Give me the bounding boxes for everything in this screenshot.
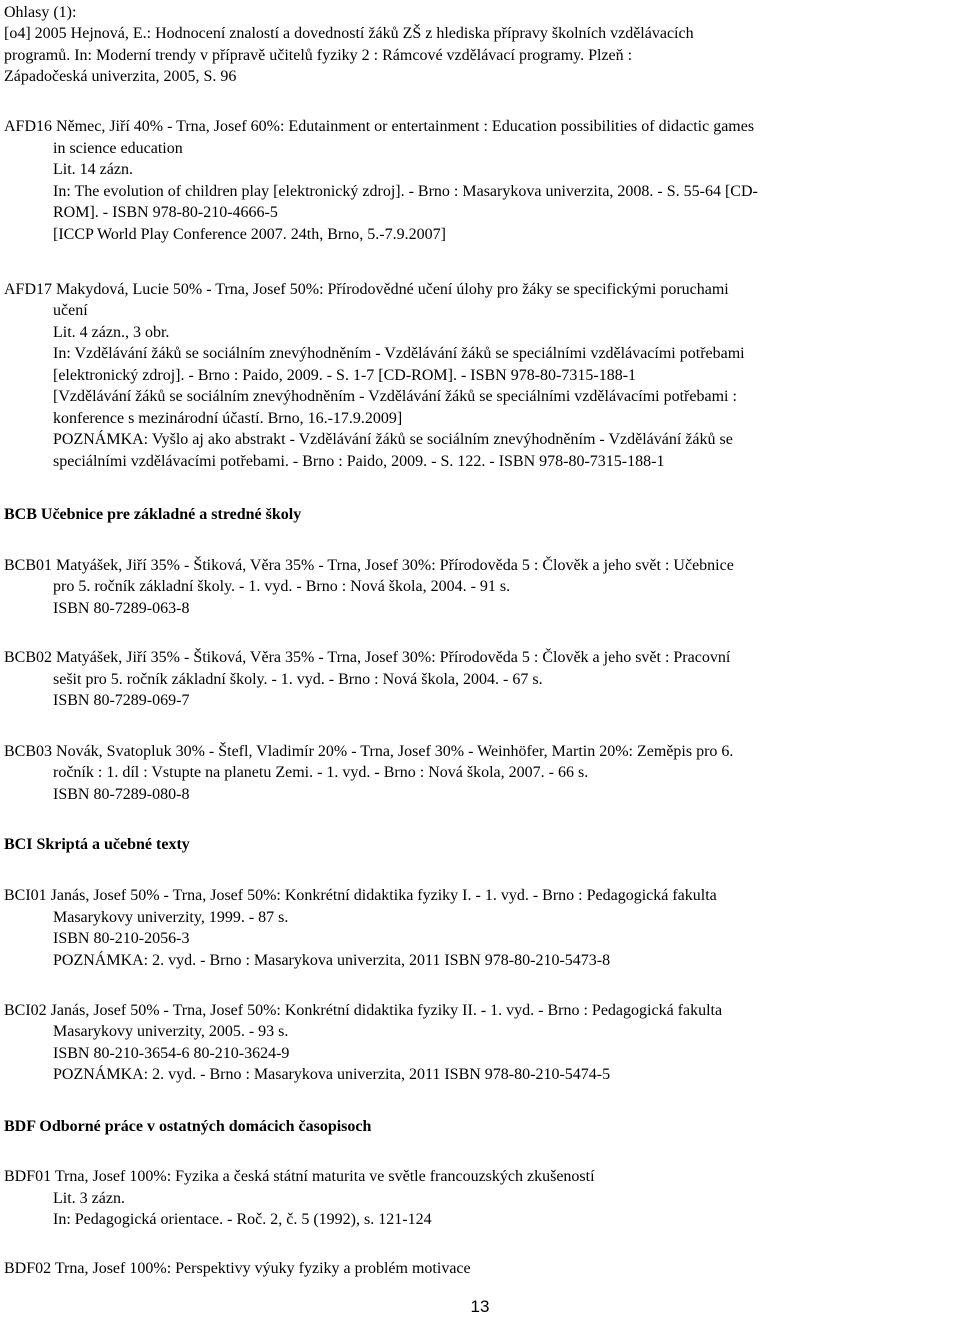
afd16-entry-title: AFD16 Němec, Jiří 40% - Trna, Josef 60%: Edutainment or entertainment : Education possibilities of didactic games — [4, 118, 755, 135]
bcb03-entry-title: BCB03 Novák, Svatopluk 30% - Štefl, Vladimír 20% - Trna, Josef 30% - Weinhöfer, Martin 20%: Zeměpis pro 6. — [4, 743, 734, 760]
afd16-entry-line: in science education — [53, 140, 183, 157]
ohlasy-header: Ohlasy (1): — [4, 4, 77, 21]
bci01-entry-line: POZNÁMKA: 2. vyd. - Brno : Masarykova univerzita, 2011 ISBN 978-80-210-5473-8 — [53, 952, 611, 969]
afd17-entry-line: speciálními vzdělávacími potřebami. - Brno : Paido, 2009. - S. 122. - ISBN 978-80-7315-188-1 — [53, 453, 665, 470]
bci01-entry-line: Masarykovy univerzity, 1999. - 87 s. — [53, 909, 289, 926]
ohlasy-citation-line: programů. In: Moderní trendy v přípravě učitelů fyziky 2 : Rámcové vzdělávací programy. Plzeň : — [4, 47, 633, 64]
bci01-entry-line: ISBN 80-210-2056-3 — [53, 930, 190, 947]
bcb02-entry-title: BCB02 Matyášek, Jiří 35% - Štiková, Věra 35% - Trna, Josef 30%: Přírodověda 5 : Člověk a jeho svět : Pracovní — [4, 649, 731, 666]
afd17-entry-line: In: Vzdělávání žáků se sociálním znevýhodněním - Vzdělávání žáků se speciálními vzdělávacími potřebami — [53, 345, 745, 362]
section-heading-bdf: BDF Odborné práce v ostatných domácich časopisoch — [4, 1118, 372, 1135]
afd17-entry-line: [elektronický zdroj]. - Brno : Paido, 2009. - S. 1-7 [CD-ROM]. - ISBN 978-80-7315-188-1 — [53, 367, 637, 384]
bcb01-entry-line: pro 5. ročník základní školy. - 1. vyd. - Brno : Nová škola, 2004. - 91 s. — [53, 578, 511, 595]
bci02-entry-title: BCI02 Janás, Josef 50% - Trna, Josef 50%: Konkrétní didaktika fyziky II. - 1. vyd. - Brno : Pedagogická fakulta — [4, 1002, 723, 1019]
section-heading-bci: BCI Skriptá a učebné texty — [4, 836, 190, 853]
afd17-entry-line: POZNÁMKA: Vyšlo aj ako abstrakt - Vzdělávání žáků se sociálním znevýhodněním - Vzdělávání žáků se — [53, 431, 733, 448]
ohlasy-citation-line: Západočeská univerzita, 2005, S. 96 — [4, 68, 237, 85]
bci02-entry-line: Masarykovy univerzity, 2005. - 93 s. — [53, 1023, 289, 1040]
bci01-entry-title: BCI01 Janás, Josef 50% - Trna, Josef 50%: Konkrétní didaktika fyziky I. - 1. vyd. - Brno : Pedagogická fakulta — [4, 887, 717, 904]
bcb01-entry-title: BCB01 Matyášek, Jiří 35% - Štiková, Věra 35% - Trna, Josef 30%: Přírodověda 5 : Člověk a jeho svět : Učebnice — [4, 557, 734, 574]
section-heading-bcb: BCB Učebnice pre základné a stredné školy — [4, 506, 302, 523]
bcb02-entry-line: sešit pro 5. ročník základní školy. - 1. vyd. - Brno : Nová škola, 2004. - 67 s. — [53, 671, 543, 688]
afd16-entry-line: Lit. 14 zázn. — [53, 161, 133, 178]
bdf02-entry-title: BDF02 Trna, Josef 100%: Perspektivy výuky fyziky a problém motivace — [4, 1260, 471, 1277]
bcb03-entry-line: ISBN 80-7289-080-8 — [53, 786, 190, 803]
afd17-entry-line: konference s mezinárodní účastí. Brno, 16.-17.9.2009] — [53, 410, 403, 427]
bdf01-entry-title: BDF01 Trna, Josef 100%: Fyzika a česká státní maturita ve světle francouzských zkušeností — [4, 1168, 595, 1185]
page-number: 13 — [470, 1297, 490, 1316]
bcb01-entry-line: ISBN 80-7289-063-8 — [53, 600, 190, 617]
afd17-entry-line: učení — [53, 302, 88, 319]
afd17-entry-title: AFD17 Makydová, Lucie 50% - Trna, Josef 50%: Přírodovědné učení úlohy pro žáky se specifickými poruchami — [4, 281, 729, 298]
ohlasy-citation-line: [o4] 2005 Hejnová, E.: Hodnocení znalostí a dovedností žáků ZŠ z hlediska přípravy školních vzdělávacích — [4, 25, 694, 42]
bdf01-entry-line: Lit. 3 zázn. — [53, 1190, 125, 1207]
afd16-entry-line: ROM]. - ISBN 978-80-210-4666-5 — [53, 204, 278, 221]
afd16-entry-line: In: The evolution of children play [elektronický zdroj]. - Brno : Masarykova univerzita, 2008. - S. 55-64 [CD- — [53, 183, 758, 200]
bdf01-entry-line: In: Pedagogická orientace. - Roč. 2, č. 5 (1992), s. 121-124 — [53, 1211, 432, 1228]
bci02-entry-line: ISBN 80-210-3654-6 80-210-3624-9 — [53, 1045, 290, 1062]
bcb03-entry-line: ročník : 1. díl : Vstupte na planetu Zemi. - 1. vyd. - Brno : Nová škola, 2007. - 66 s. — [53, 764, 589, 781]
bcb02-entry-line: ISBN 80-7289-069-7 — [53, 692, 190, 709]
afd17-entry-line: Lit. 4 zázn., 3 obr. — [53, 324, 170, 341]
bci02-entry-line: POZNÁMKA: 2. vyd. - Brno : Masarykova univerzita, 2011 ISBN 978-80-210-5474-5 — [53, 1066, 611, 1083]
afd17-entry-line: [Vzdělávání žáků se sociálním znevýhodněním - Vzdělávání žáků se speciálními vzdělávacími potřebami : — [53, 388, 737, 405]
afd16-entry-line: [ICCP World Play Conference 2007. 24th, Brno, 5.-7.9.2007] — [53, 226, 446, 243]
